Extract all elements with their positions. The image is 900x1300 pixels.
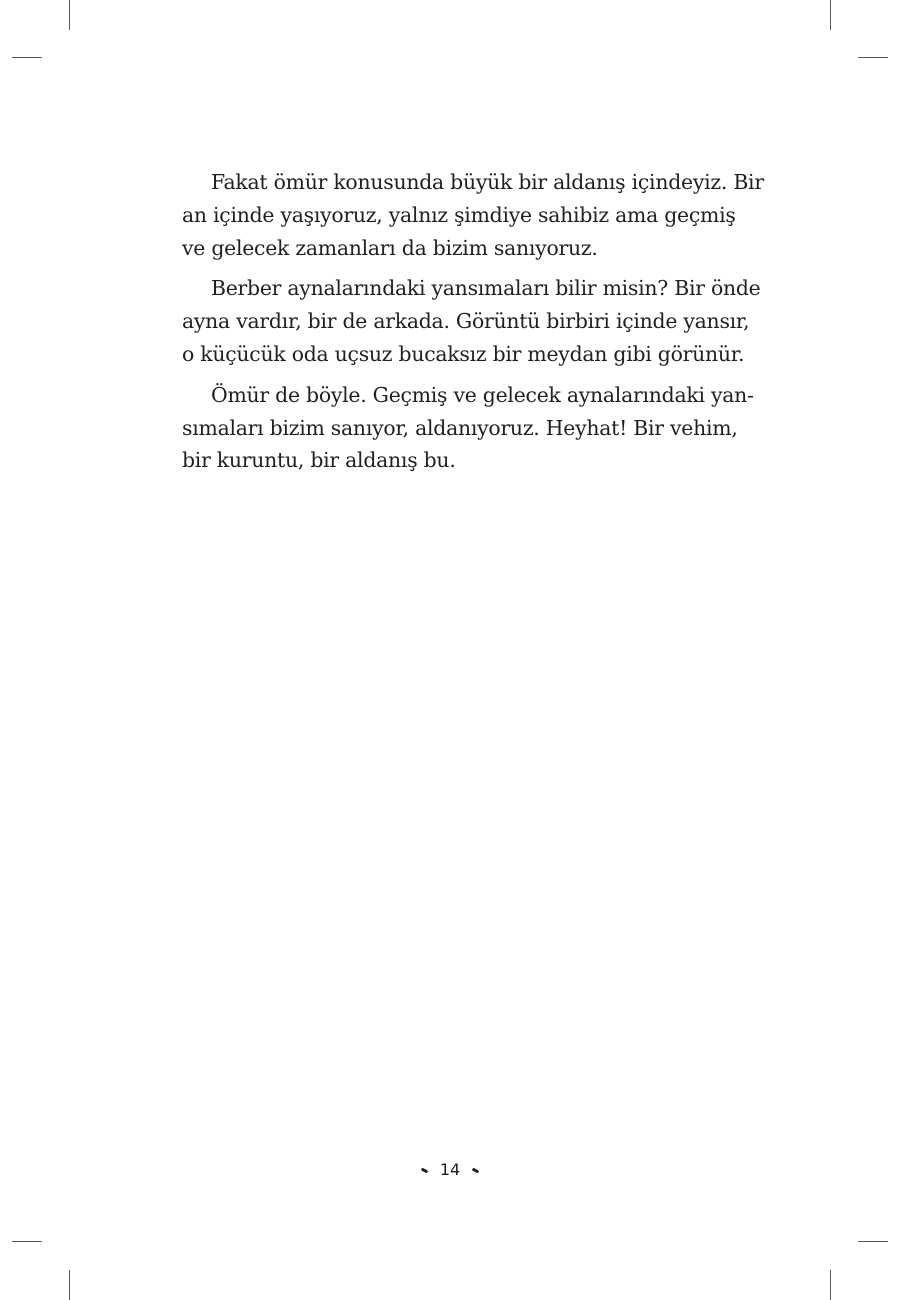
paragraph-2 <box>182 272 761 370</box>
page-number: 14 <box>439 1160 461 1179</box>
ornament-left-icon <box>421 1168 429 1174</box>
crop-mark-top-right-horizontal <box>858 57 888 58</box>
page-number-footer <box>0 1160 900 1179</box>
text-line: Ömür de böyle. Geçmiş ve gelecek aynalarındaki yan- <box>211 382 754 407</box>
crop-mark-top-left-vertical <box>69 0 70 30</box>
text-line: Fakat ömür konusunda büyük bir aldanış içindeyiz. Bir <box>211 170 764 194</box>
crop-mark-top-right-vertical <box>830 0 831 30</box>
text-line: o küçücük oda uçsuz bucaksız bir meydan gibi görünür. <box>182 341 745 366</box>
body-text <box>182 166 764 485</box>
text-line: ayna vardır, bir de arkada. Görüntü birbiri içinde yansır, <box>182 309 750 334</box>
crop-mark-bottom-left-vertical <box>69 1270 70 1300</box>
crop-mark-bottom-left-horizontal <box>12 1241 42 1242</box>
paragraph-1 <box>182 166 764 264</box>
text-line: bir kuruntu, bir aldanış bu. <box>182 448 456 473</box>
text-line: Berber aynalarındaki yansımaları bilir misin? Bir önde <box>211 276 761 301</box>
text-line: an içinde yaşıyoruz, yalnız şimdiye sahibiz ama geçmiş <box>182 202 736 227</box>
paragraph-3 <box>182 379 754 477</box>
text-line: sımaları bizim sanıyor, aldanıyoruz. Heyhat! Bir vehim, <box>182 415 738 440</box>
text-line: ve gelecek zamanları da bizim sanıyoruz. <box>182 235 598 260</box>
crop-mark-bottom-right-vertical <box>830 1270 831 1300</box>
crop-mark-top-left-horizontal <box>12 57 42 58</box>
crop-mark-bottom-right-horizontal <box>858 1241 888 1242</box>
ornament-right-icon <box>472 1168 480 1174</box>
